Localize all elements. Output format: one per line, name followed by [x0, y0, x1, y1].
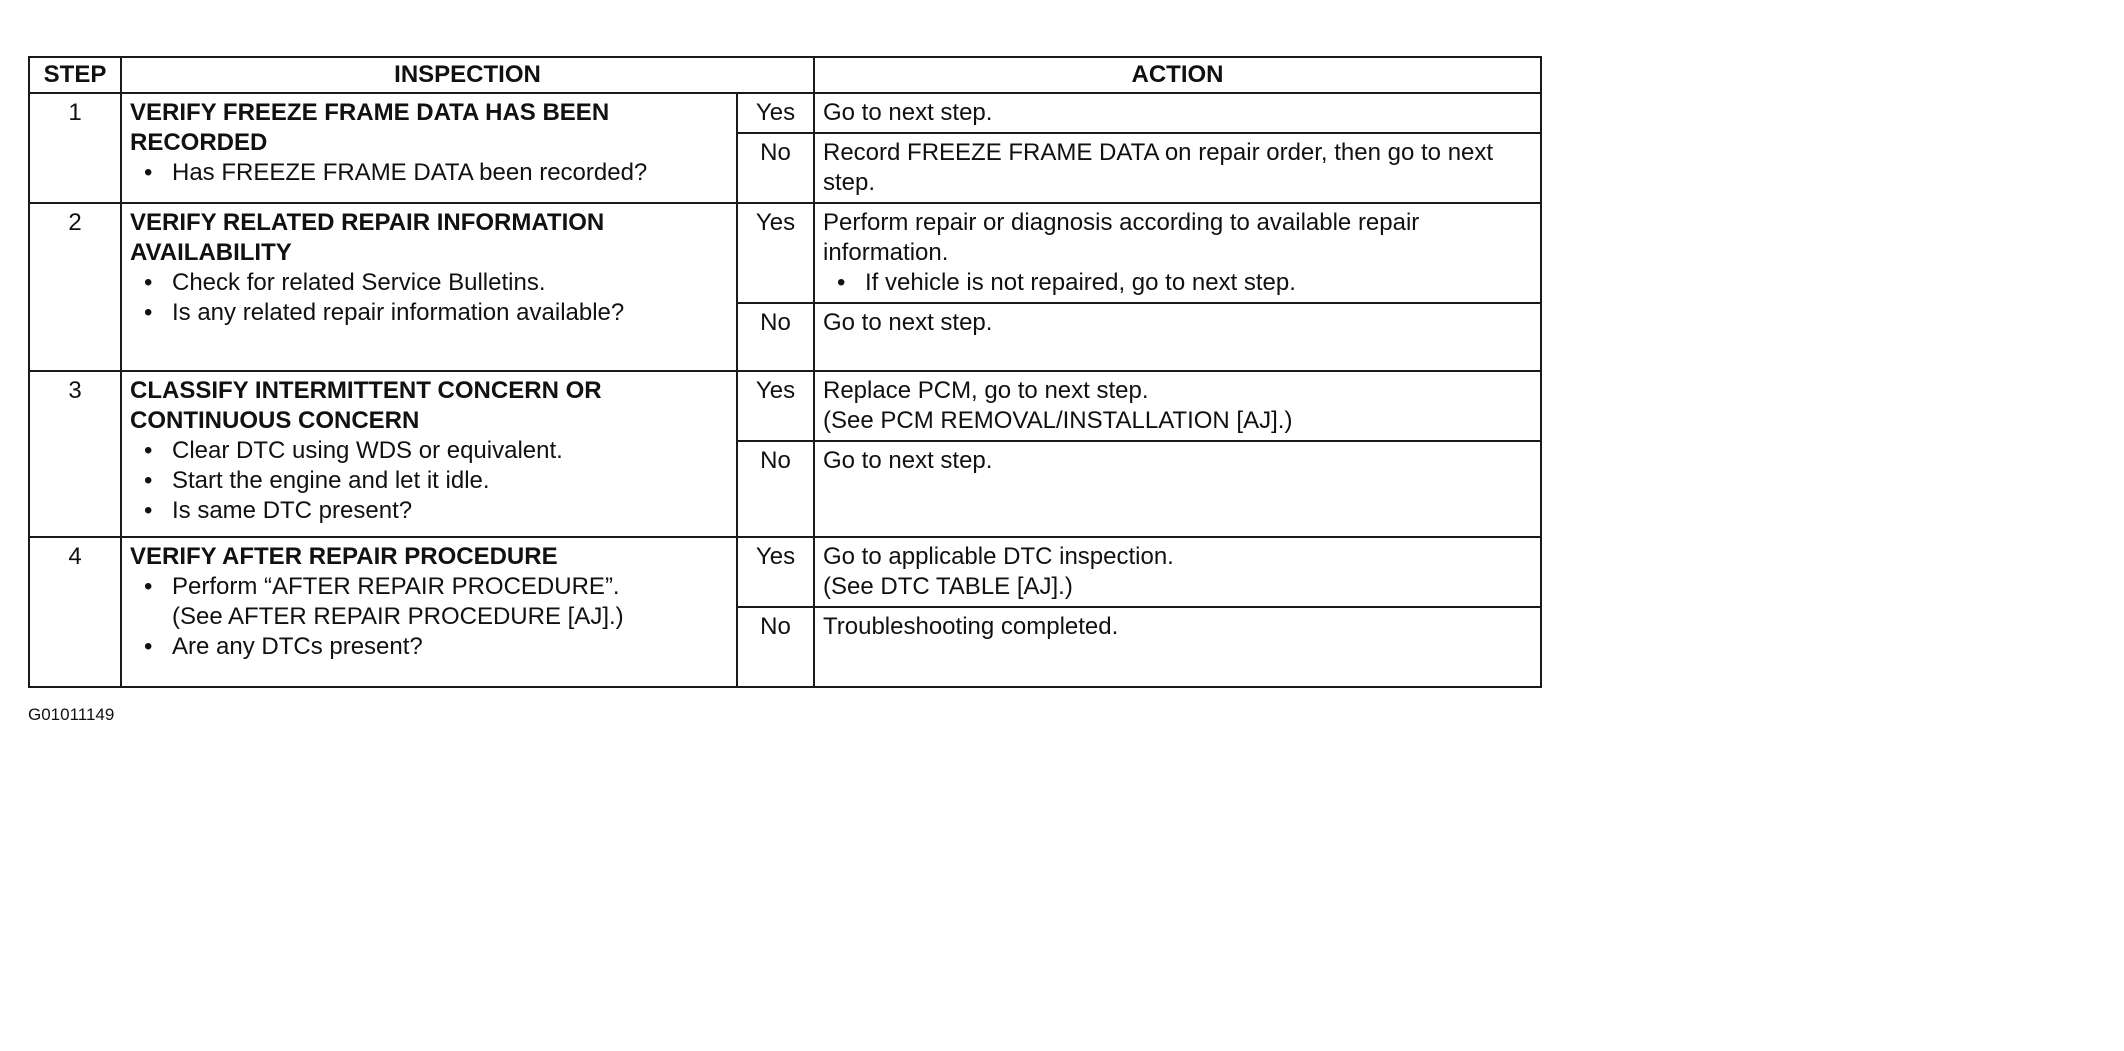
inspection-title-3: CLASSIFY INTERMITTENT CONCERN OR CONTINUOUS CONCERN: [130, 377, 602, 434]
inspection-title-4: VERIFY AFTER REPAIR PROCEDURE: [130, 543, 558, 570]
yes-action-text-3: Replace PCM, go to next step.: [823, 377, 1149, 404]
no-label-2: No: [737, 303, 814, 371]
yes-label-1: Yes: [737, 93, 814, 133]
yes-action-2: [814, 203, 1541, 303]
yes-label-4: Yes: [737, 537, 814, 607]
yes-action-1: Go to next step.: [814, 93, 1541, 133]
inspection-bullet: • Is any related repair information available?: [144, 298, 728, 328]
no-action-2: Go to next step.: [814, 303, 1541, 371]
table-header-row: [29, 57, 1541, 93]
inspection-bullets-2: [130, 268, 728, 328]
inspection-bullet: • Clear DTC using WDS or equivalent.: [144, 436, 728, 466]
inspection-bullet: • Check for related Service Bulletins.: [144, 268, 728, 298]
yes-action-3: [814, 371, 1541, 441]
inspection-title-1: VERIFY FREEZE FRAME DATA HAS BEEN RECORDED: [130, 99, 610, 156]
yes-action-text-2: Perform repair or diagnosis according to available repair information.: [823, 209, 1420, 266]
step-number-3: 3: [29, 371, 121, 537]
yes-label-2: Yes: [737, 203, 814, 303]
step-number-1: 1: [29, 93, 121, 203]
inspection-bullet: • Start the engine and let it idle.: [144, 466, 728, 496]
step-column-header: STEP: [29, 57, 121, 93]
no-label-3: No: [737, 441, 814, 537]
inspection-column-header: INSPECTION: [121, 57, 814, 93]
inspection-title-2: VERIFY RELATED REPAIR INFORMATION AVAILABILITY: [130, 209, 605, 266]
step-number-4: 4: [29, 537, 121, 687]
inspection-bullet: • Are any DTCs present?: [144, 632, 728, 662]
yes-label-3: Yes: [737, 371, 814, 441]
action-bullets-2: [823, 268, 1532, 298]
action-bullet: • If vehicle is not repaired, go to next step.: [837, 268, 1532, 298]
table-row: [29, 93, 1541, 133]
figure-id: G01011149: [28, 705, 115, 724]
no-action-4: Troubleshooting completed.: [814, 607, 1541, 687]
diagnostic-procedure-table: [28, 56, 1542, 688]
no-label-1: No: [737, 133, 814, 203]
inspection-cell-1: [121, 93, 737, 203]
yes-action-reference-3: (See PCM REMOVAL/INSTALLATION [AJ].): [823, 407, 1293, 434]
inspection-cell-4: [121, 537, 737, 687]
inspection-cell-2: [121, 203, 737, 371]
no-label-4: No: [737, 607, 814, 687]
inspection-bullet: • Has FREEZE FRAME DATA been recorded?: [144, 158, 728, 188]
inspection-cell-3: [121, 371, 737, 537]
yes-action-4: [814, 537, 1541, 607]
no-action-1: Record FREEZE FRAME DATA on repair order, then go to next step.: [814, 133, 1541, 203]
table-row: [29, 537, 1541, 607]
inspection-bullets-4: [130, 572, 728, 662]
table-row: [29, 371, 1541, 441]
inspection-bullet-reference: (See AFTER REPAIR PROCEDURE [AJ].): [172, 603, 624, 630]
yes-action-text-4: Go to applicable DTC inspection.: [823, 543, 1174, 570]
inspection-bullet: • Is same DTC present?: [144, 496, 728, 526]
yes-action-reference-4: (See DTC TABLE [AJ].): [823, 573, 1073, 600]
table-row: [29, 203, 1541, 303]
inspection-bullet-text: Perform “AFTER REPAIR PROCEDURE”.: [172, 573, 620, 600]
inspection-bullets-3: [130, 436, 728, 526]
no-action-3: Go to next step.: [814, 441, 1541, 537]
action-column-header: ACTION: [814, 57, 1541, 93]
inspection-bullets-1: [130, 158, 728, 188]
step-number-2: 2: [29, 203, 121, 371]
inspection-bullet: [144, 572, 728, 632]
